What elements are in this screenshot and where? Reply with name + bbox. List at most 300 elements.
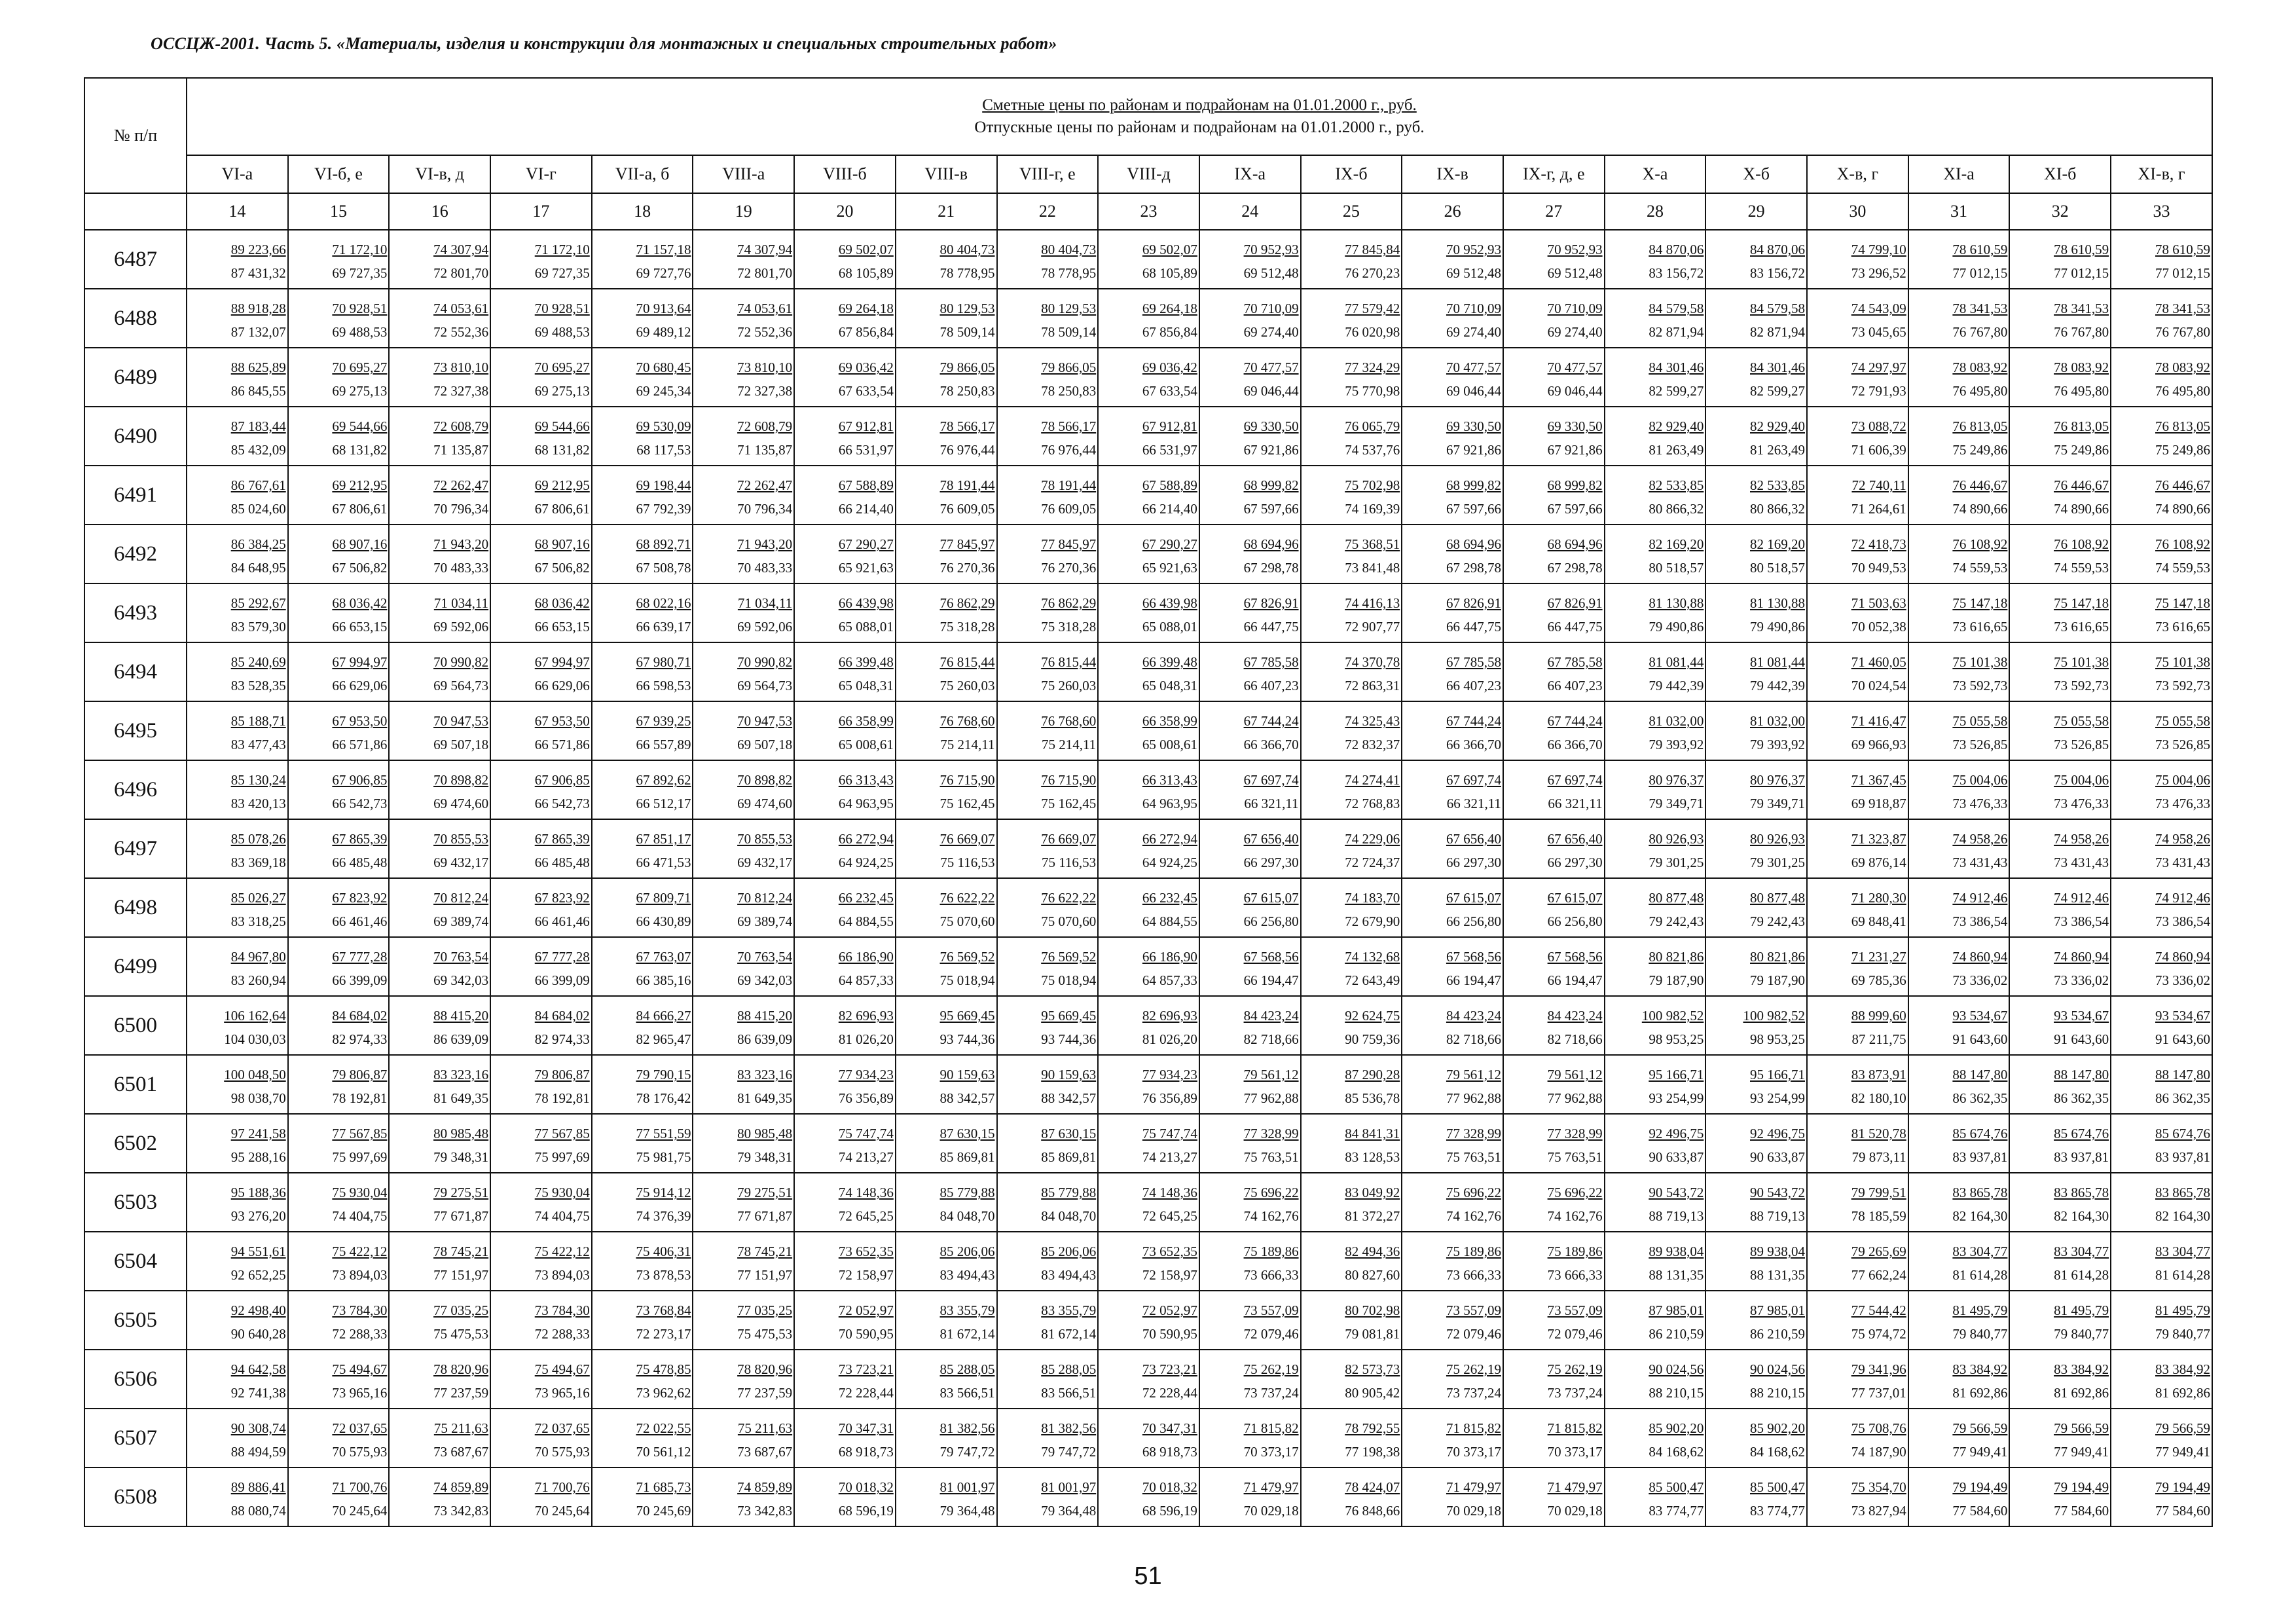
price-cell [2009, 289, 2111, 348]
price-cell [288, 937, 390, 996]
column-index: 25 [1301, 193, 1402, 230]
price-cell [997, 407, 1099, 466]
release-price: 85 869,81 [1041, 1149, 1097, 1165]
release-price: 79 187,90 [1649, 972, 1704, 988]
release-price: 74 559,53 [2054, 560, 2109, 576]
estimate-price: 67 912,81 [838, 418, 894, 434]
release-price: 82 718,66 [1243, 1031, 1299, 1047]
release-price-title: Отпускные цены по районам и подрайонам на 01.01.2000 г., руб. [974, 119, 1425, 136]
release-price: 98 038,70 [230, 1090, 286, 1106]
estimate-price: 74 860,94 [1952, 949, 2008, 965]
release-price: 86 362,35 [1952, 1090, 2008, 1106]
release-price: 72 327,38 [737, 383, 793, 399]
release-price: 77 584,60 [1952, 1503, 2008, 1519]
estimate-price: 74 274,41 [1345, 772, 1400, 788]
estimate-price: 70 347,31 [838, 1420, 894, 1436]
estimate-price: 75 147,18 [2155, 595, 2210, 611]
estimate-price: 82 494,36 [1345, 1244, 1400, 1259]
price-cell [490, 1114, 592, 1173]
release-price: 66 461,46 [332, 913, 388, 929]
column-index-blank [84, 193, 187, 230]
release-price: 67 597,66 [1547, 501, 1603, 517]
price-cell [896, 1467, 997, 1526]
release-price: 73 737,24 [1446, 1385, 1501, 1401]
release-price: 65 048,31 [838, 678, 894, 693]
price-cell [1605, 289, 1706, 348]
release-price: 95 288,16 [230, 1149, 286, 1165]
estimate-price: 76 768,60 [1041, 713, 1097, 729]
price-cell [592, 289, 693, 348]
price-cell [1705, 289, 1807, 348]
row-number: 6489 [84, 348, 187, 407]
estimate-price: 85 500,47 [1649, 1479, 1704, 1495]
estimate-price: 70 763,54 [737, 949, 793, 965]
price-cell [1402, 701, 1503, 760]
release-price: 73 342,83 [737, 1503, 793, 1519]
release-price: 73 965,16 [534, 1385, 590, 1401]
price-cell [592, 1055, 693, 1114]
release-price: 80 518,57 [1649, 560, 1704, 576]
estimate-price: 84 967,80 [230, 949, 286, 965]
release-price: 66 385,16 [636, 972, 691, 988]
estimate-price: 74 912,46 [1952, 890, 2008, 906]
estimate-price: 90 308,74 [230, 1420, 286, 1436]
estimate-price: 71 700,76 [534, 1479, 590, 1495]
release-price: 74 162,76 [1446, 1208, 1501, 1224]
price-cell [490, 819, 592, 878]
estimate-price: 79 790,15 [636, 1067, 691, 1082]
estimate-price: 66 272,94 [1142, 831, 1197, 847]
release-price: 66 471,53 [636, 855, 691, 870]
release-price: 84 168,62 [1649, 1444, 1704, 1460]
price-cell [2009, 760, 2111, 819]
estimate-price: 79 806,87 [534, 1067, 590, 1082]
estimate-price: 77 845,97 [939, 536, 995, 552]
price-cell [794, 1232, 896, 1291]
estimate-price: 71 479,97 [1243, 1479, 1299, 1495]
price-cell [1503, 1291, 1605, 1350]
estimate-price: 82 169,20 [1649, 536, 1704, 552]
release-price: 90 633,87 [1649, 1149, 1704, 1165]
release-price: 92 652,25 [230, 1267, 286, 1283]
estimate-price: 70 347,31 [1142, 1420, 1197, 1436]
estimate-price: 74 859,89 [433, 1479, 489, 1495]
region-header-row [84, 155, 2212, 193]
estimate-price: 67 912,81 [1142, 418, 1197, 434]
price-cell [1199, 1409, 1301, 1467]
price-cell [389, 1291, 490, 1350]
estimate-price: 95 188,36 [230, 1185, 286, 1200]
price-cell [288, 760, 390, 819]
estimate-price: 76 108,92 [2155, 536, 2210, 552]
table-row [84, 1291, 2212, 1350]
estimate-price: 80 821,86 [1649, 949, 1704, 965]
estimate-price: 71 416,47 [1851, 713, 1906, 729]
estimate-price: 67 290,27 [838, 536, 894, 552]
price-cell [1301, 466, 1402, 525]
price-cell [2009, 407, 2111, 466]
price-cell [1402, 1291, 1503, 1350]
price-cell [1908, 878, 2010, 937]
estimate-price: 67 744,24 [1243, 713, 1299, 729]
estimate-price: 70 812,24 [737, 890, 793, 906]
price-cell [592, 996, 693, 1055]
price-cell [1301, 996, 1402, 1055]
estimate-price: 88 147,80 [2054, 1067, 2109, 1082]
release-price: 73 045,65 [1851, 324, 1906, 340]
release-price: 81 672,14 [1041, 1326, 1097, 1342]
price-cell [1807, 348, 1908, 407]
release-price: 83 937,81 [2155, 1149, 2210, 1165]
release-price: 73 592,73 [2054, 678, 2109, 693]
price-cell [592, 1173, 693, 1232]
release-price: 66 485,48 [534, 855, 590, 870]
estimate-price: 77 567,85 [534, 1126, 590, 1141]
estimate-price: 83 355,79 [939, 1302, 995, 1318]
release-price: 70 029,18 [1243, 1503, 1299, 1519]
estimate-price: 74 543,09 [1851, 301, 1906, 316]
estimate-price: 67 826,91 [1243, 595, 1299, 611]
price-cell [288, 1409, 390, 1467]
release-price: 66 366,70 [1547, 737, 1603, 752]
release-price: 66 297,30 [1243, 855, 1299, 870]
price-cell [1605, 1350, 1706, 1409]
release-price: 69 727,76 [636, 265, 691, 281]
estimate-price: 78 745,21 [737, 1244, 793, 1259]
estimate-price: 77 324,29 [1345, 360, 1400, 375]
release-price: 75 116,53 [1041, 855, 1097, 870]
price-cell [1503, 642, 1605, 701]
estimate-price: 79 566,59 [1952, 1420, 2008, 1436]
release-price: 81 026,20 [838, 1031, 894, 1047]
release-price: 77 737,01 [1851, 1385, 1906, 1401]
price-cell [997, 642, 1099, 701]
release-price: 69 245,34 [636, 383, 691, 399]
release-price: 73 526,85 [2054, 737, 2109, 752]
release-price: 66 430,89 [636, 913, 691, 929]
release-price: 75 162,45 [939, 796, 995, 811]
release-price: 69 342,03 [737, 972, 793, 988]
release-price: 83 494,43 [1041, 1267, 1097, 1283]
price-cell [896, 1055, 997, 1114]
release-price: 73 336,02 [1952, 972, 2008, 988]
estimate-price: 70 952,93 [1547, 242, 1603, 257]
release-price: 69 564,73 [737, 678, 793, 693]
price-cell [2009, 1350, 2111, 1409]
estimate-price: 83 865,78 [2155, 1185, 2210, 1200]
release-price: 81 263,49 [1649, 442, 1704, 458]
estimate-price: 76 669,07 [1041, 831, 1097, 847]
price-cell [1199, 525, 1301, 583]
price-cell [1503, 1232, 1605, 1291]
price-cell [1807, 466, 1908, 525]
price-cell [187, 760, 288, 819]
row-number: 6495 [84, 701, 187, 760]
price-cell [1705, 1409, 1807, 1467]
estimate-price: 84 301,46 [1649, 360, 1704, 375]
price-cell [389, 642, 490, 701]
price-cell [794, 760, 896, 819]
region-header: VIII-а [693, 155, 794, 193]
release-price: 87 211,75 [1851, 1031, 1906, 1047]
estimate-price: 90 159,63 [1041, 1067, 1097, 1082]
price-cell [1605, 701, 1706, 760]
price-cell [2009, 819, 2111, 878]
release-price: 71 606,39 [1851, 442, 1906, 458]
price-cell [2009, 583, 2111, 642]
price-cell [1402, 996, 1503, 1055]
release-price: 73 526,85 [1952, 737, 2008, 752]
price-cell [1301, 1114, 1402, 1173]
price-cell [1503, 1350, 1605, 1409]
column-index: 14 [187, 193, 288, 230]
column-index: 16 [389, 193, 490, 230]
row-number: 6507 [84, 1409, 187, 1467]
estimate-price: 75 354,70 [1851, 1479, 1906, 1495]
release-price: 76 767,80 [2054, 324, 2109, 340]
estimate-price: 74 958,26 [2155, 831, 2210, 847]
release-price: 69 274,40 [1547, 324, 1603, 340]
estimate-price: 69 212,95 [332, 477, 388, 493]
price-cell [997, 1409, 1099, 1467]
estimate-price: 82 696,93 [1142, 1008, 1197, 1024]
estimate-price: 81 382,56 [1041, 1420, 1097, 1436]
release-price: 82 164,30 [2155, 1208, 2210, 1224]
estimate-price: 87 985,01 [1750, 1302, 1805, 1318]
estimate-price: 93 534,67 [1952, 1008, 2008, 1024]
release-price: 66 447,75 [1446, 619, 1501, 635]
price-cell [1605, 230, 1706, 289]
estimate-price: 85 779,88 [939, 1185, 995, 1200]
release-price: 83 477,43 [230, 737, 286, 752]
price-cell [389, 1350, 490, 1409]
price-cell [1098, 819, 1199, 878]
release-price: 84 048,70 [1041, 1208, 1097, 1224]
release-price: 104 030,03 [224, 1031, 286, 1047]
price-cell [1199, 760, 1301, 819]
estimate-price: 81 382,56 [939, 1420, 995, 1436]
estimate-price: 67 826,91 [1547, 595, 1603, 611]
price-cell [490, 1350, 592, 1409]
release-price: 75 763,51 [1243, 1149, 1299, 1165]
row-number: 6501 [84, 1055, 187, 1114]
price-cell [693, 937, 794, 996]
estimate-price: 77 845,97 [1041, 536, 1097, 552]
row-number: 6504 [84, 1232, 187, 1291]
release-price: 72 679,90 [1345, 913, 1400, 929]
release-price: 92 741,38 [230, 1385, 286, 1401]
price-cell [997, 230, 1099, 289]
release-price: 73 666,33 [1547, 1267, 1603, 1283]
price-cell [1199, 819, 1301, 878]
release-price: 69 046,44 [1446, 383, 1501, 399]
estimate-price: 76 813,05 [2054, 418, 2109, 434]
region-header: VI-в, д [389, 155, 490, 193]
release-price: 70 373,17 [1446, 1444, 1501, 1460]
release-price: 66 639,17 [636, 619, 691, 635]
price-cell [2009, 1232, 2111, 1291]
release-price: 73 386,54 [1952, 913, 2008, 929]
price-cell [490, 701, 592, 760]
price-cell [693, 1114, 794, 1173]
release-price: 73 336,02 [2054, 972, 2109, 988]
estimate-price: 75 262,19 [1243, 1361, 1299, 1377]
release-price: 91 643,60 [1952, 1031, 2008, 1047]
release-price: 64 924,25 [1142, 855, 1197, 870]
price-cell [389, 289, 490, 348]
release-price: 69 275,13 [332, 383, 388, 399]
estimate-price: 80 976,37 [1649, 772, 1704, 788]
price-cell [997, 878, 1099, 937]
release-price: 66 571,86 [534, 737, 590, 752]
release-price: 75 318,28 [939, 619, 995, 635]
release-price: 84 648,95 [230, 560, 286, 576]
estimate-price: 74 297,97 [1851, 360, 1906, 375]
estimate-price: 92 624,75 [1345, 1008, 1400, 1024]
estimate-price: 69 544,66 [534, 418, 590, 434]
price-cell [693, 1232, 794, 1291]
estimate-price: 70 855,53 [737, 831, 793, 847]
price-cell [794, 1467, 896, 1526]
row-number: 6490 [84, 407, 187, 466]
release-price: 77 962,88 [1547, 1090, 1603, 1106]
release-price: 69 046,44 [1243, 383, 1299, 399]
release-price: 79 364,48 [939, 1503, 995, 1519]
estimate-price: 80 821,86 [1750, 949, 1805, 965]
release-price: 66 531,97 [1142, 442, 1197, 458]
price-cell [1098, 937, 1199, 996]
price-cell [1908, 1055, 2010, 1114]
release-price: 88 719,13 [1649, 1208, 1704, 1224]
estimate-price: 70 477,57 [1547, 360, 1603, 375]
price-cell [1301, 525, 1402, 583]
estimate-price: 76 715,90 [939, 772, 995, 788]
row-number-header: № п/п [84, 78, 187, 193]
price-cell [592, 642, 693, 701]
price-cell [187, 1232, 288, 1291]
price-cell [1301, 1291, 1402, 1350]
release-price: 70 029,18 [1547, 1503, 1603, 1519]
estimate-price: 75 101,38 [2054, 654, 2109, 670]
row-number: 6506 [84, 1350, 187, 1409]
release-price: 79 747,72 [939, 1444, 995, 1460]
estimate-price: 74 053,61 [433, 301, 489, 316]
estimate-price: 84 423,24 [1446, 1008, 1501, 1024]
estimate-price: 68 907,16 [534, 536, 590, 552]
estimate-price: 68 036,42 [332, 595, 388, 611]
estimate-price: 90 024,56 [1649, 1361, 1704, 1377]
price-cell [1402, 1409, 1503, 1467]
price-cell [1098, 701, 1199, 760]
price-cell [490, 996, 592, 1055]
release-price: 79 349,71 [1750, 796, 1805, 811]
release-price: 74 890,66 [2054, 501, 2109, 517]
estimate-price: 76 569,52 [939, 949, 995, 965]
price-cell [693, 1291, 794, 1350]
release-price: 82 599,27 [1649, 383, 1704, 399]
estimate-price: 73 557,09 [1446, 1302, 1501, 1318]
region-header: IX-в [1402, 155, 1503, 193]
estimate-price: 81 130,88 [1649, 595, 1704, 611]
release-price: 72 158,97 [838, 1267, 894, 1283]
price-cell [1908, 937, 2010, 996]
release-price: 83 420,13 [230, 796, 286, 811]
estimate-price: 67 697,74 [1547, 772, 1603, 788]
release-price: 66 366,70 [1446, 737, 1501, 752]
price-cell [1199, 289, 1301, 348]
estimate-price: 77 328,99 [1243, 1126, 1299, 1141]
release-price: 83 566,51 [939, 1385, 995, 1401]
estimate-price: 73 557,09 [1243, 1302, 1299, 1318]
estimate-price: 78 083,92 [2155, 360, 2210, 375]
price-cell [1199, 348, 1301, 407]
price-cell [1199, 996, 1301, 1055]
price-cell [2009, 1114, 2111, 1173]
estimate-price: 74 958,26 [1952, 831, 2008, 847]
estimate-price: 71 172,10 [332, 242, 388, 257]
estimate-price: 69 198,44 [636, 477, 691, 493]
release-price: 77 151,97 [737, 1267, 793, 1283]
estimate-price: 95 166,71 [1649, 1067, 1704, 1082]
release-price: 85 432,09 [230, 442, 286, 458]
price-cell [1402, 1055, 1503, 1114]
estimate-price: 79 194,49 [1952, 1479, 2008, 1495]
release-price: 75 214,11 [940, 737, 995, 752]
price-cell [490, 583, 592, 642]
price-cell [997, 701, 1099, 760]
region-header: X-а [1605, 155, 1706, 193]
estimate-price: 68 999,82 [1243, 477, 1299, 493]
release-price: 68 596,19 [1142, 1503, 1197, 1519]
price-cell [794, 1291, 896, 1350]
estimate-price: 67 697,74 [1446, 772, 1501, 788]
release-price: 68 105,89 [838, 265, 894, 281]
price-cell [794, 1350, 896, 1409]
price-cell [1301, 1055, 1402, 1114]
release-price: 77 949,41 [2054, 1444, 2109, 1460]
estimate-price: 81 081,44 [1649, 654, 1704, 670]
estimate-price: 71 460,05 [1851, 654, 1906, 670]
estimate-price: 72 262,47 [433, 477, 489, 493]
column-index: 31 [1908, 193, 2010, 230]
estimate-price: 72 608,79 [433, 418, 489, 434]
release-price: 88 080,74 [230, 1503, 286, 1519]
release-price: 93 254,99 [1649, 1090, 1704, 1106]
row-number: 6491 [84, 466, 187, 525]
price-cell [1402, 1232, 1503, 1291]
price-cell [896, 760, 997, 819]
price-cell [1503, 819, 1605, 878]
release-price: 69 432,17 [433, 855, 489, 870]
table-row [84, 701, 2212, 760]
release-price: 74 537,76 [1345, 442, 1400, 458]
estimate-price: 76 862,29 [939, 595, 995, 611]
release-price: 78 778,95 [939, 265, 995, 281]
price-cell [490, 1409, 592, 1467]
estimate-price: 70 947,53 [433, 713, 489, 729]
row-number: 6488 [84, 289, 187, 348]
price-cell [1705, 1232, 1807, 1291]
estimate-price: 67 615,07 [1243, 890, 1299, 906]
price-cell [2009, 701, 2111, 760]
price-cell [1503, 878, 1605, 937]
price-cell [1908, 289, 2010, 348]
estimate-price: 85 288,05 [939, 1361, 995, 1377]
release-price: 66 598,53 [636, 678, 691, 693]
price-cell [288, 466, 390, 525]
estimate-price: 76 715,90 [1041, 772, 1097, 788]
estimate-price: 68 694,96 [1446, 536, 1501, 552]
